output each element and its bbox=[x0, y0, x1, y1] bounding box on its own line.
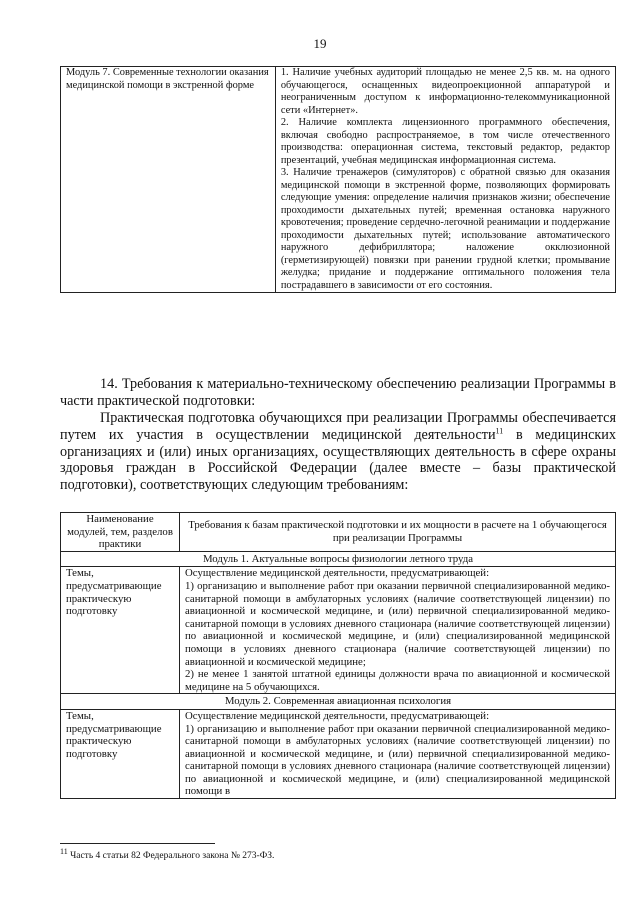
header-requirements: Требования к базам практической подготовки и их мощности в расчете на 1 обучающегося при реализации Программы bbox=[180, 513, 616, 552]
footnote-separator bbox=[60, 843, 215, 844]
footnote bbox=[60, 846, 275, 861]
practical-training-paragraph bbox=[60, 410, 616, 494]
module-row bbox=[61, 694, 616, 710]
requirement-item: 1. Наличие учебных аудиторий площадью не менее 2,5 кв. м. на одного обучающегося, оснащенных видеопроекционной аппаратурой и неограниченным доступом к информационно-телекоммуникационной сети «Интернет». bbox=[280, 67, 610, 116]
footnote-number: 11 bbox=[60, 846, 68, 856]
requirement-intro: Осуществление медицинской деятельности, предусматривающей: bbox=[185, 567, 490, 580]
module-2-title: Модуль 2. Современная авиационная психология bbox=[61, 694, 616, 710]
material-requirements-table bbox=[60, 66, 616, 293]
module-1-topics: Темы, предусматривающие практическую подготовку bbox=[61, 567, 180, 694]
header-modules: Наименование модулей, тем, разделов практики bbox=[61, 513, 180, 552]
module-1-requirements bbox=[180, 567, 616, 694]
section-14-heading: 14. Требования к материально-техническому обеспечению реализации Программы в части практической подготовки: bbox=[60, 376, 616, 409]
requirement-item: 3. Наличие тренажеров (симуляторов) с обратной связью для оказания медицинской помощи в экстренной форме, позволяющих формировать следующие умения: определение наличия признаков жизни; обеспечение проходимости дыхательных путей; временная остановка наружного кровотечения; проведение сердечно-легочной реанимации и поддержание проходимости дыхательных путей; использование автоматического наружного дефибриллятора; наложение окклюзионной (герметизирующей) повязки при ранении грудной клетки; промывание желудка; придание и поддержание оптимального положения тела пострадавшего в зависимости от его состояния. bbox=[280, 167, 610, 291]
requirement-item: 2. Наличие комплекта лицензионного программного обеспечения, включая свободно распространяемое, в том числе отечественного производства: операционная система, текстовый редактор, редактор презентаций, учебная медицинская информационная система. bbox=[280, 117, 610, 166]
practical-bases-table bbox=[60, 512, 616, 799]
requirement-intro: Осуществление медицинской деятельности, предусматривающей: bbox=[185, 709, 490, 722]
practical-text-after: в медицинских организациях и (или) иных организациях, осуществляющих деятельность в сфере охраны здоровья граждан в Российской Федерации (далее вместе – базы практической подготовки), соответствующих следующим требованиям: bbox=[60, 426, 616, 494]
table-row bbox=[61, 709, 616, 798]
module-7-name: Модуль 7. Современные технологии оказания медицинской помощи в экстренной форме bbox=[61, 67, 276, 293]
table-row bbox=[61, 567, 616, 694]
module-row bbox=[61, 551, 616, 567]
table-row bbox=[61, 67, 616, 293]
requirement-item: 1) организацию и выполнение работ при оказании первичной специализированной медико-санитарной помощи в амбулаторных условиях (наличие соответствующей лицензии) по авиационной и космической медицине, и (или) первичной специализированной медико-санитарной помощи в условиях дневного стационара (наличие соответствующей лицензии) по авиационной и космической медицине, и (или) специализированной медицинской помощи в условиях дневного стационара (наличие соответствующей лицензии) по авиационной и космической медицине; bbox=[185, 579, 610, 668]
module-7-requirements bbox=[275, 67, 615, 293]
table-header-row bbox=[61, 513, 616, 552]
module-2-topics: Темы, предусматривающие практическую подготовку bbox=[61, 709, 180, 798]
module-2-requirements bbox=[180, 709, 616, 798]
page-number: 19 bbox=[313, 36, 327, 51]
practical-text: Практическая подготовка обучающихся при реализации Программы обеспечивается путем их участия в осуществлении медицинской деятельности bbox=[60, 410, 616, 443]
footnote-ref: 11 bbox=[495, 426, 504, 436]
requirement-item: 1) организацию и выполнение работ при оказании первичной специализированной медико-санитарной помощи в амбулаторных условиях (наличие соответствующей лицензии) по авиационной и космической медицине, и (или) первичной специализированной медико-санитарной помощи в условиях дневного стационара (наличие соответствующей лицензии) по авиационной и космической медицине, и (или) специализированной медицинской помощи в bbox=[185, 722, 610, 798]
footnote-text: Часть 4 статьи 82 Федерального закона № 273-ФЗ. bbox=[67, 851, 275, 861]
module-1-title: Модуль 1. Актуальные вопросы физиологии летного труда bbox=[61, 551, 616, 567]
requirement-item: 2) не менее 1 занятой штатной единицы должности врача по авиационной и космической медицине на 5 обучающихся. bbox=[185, 668, 610, 693]
